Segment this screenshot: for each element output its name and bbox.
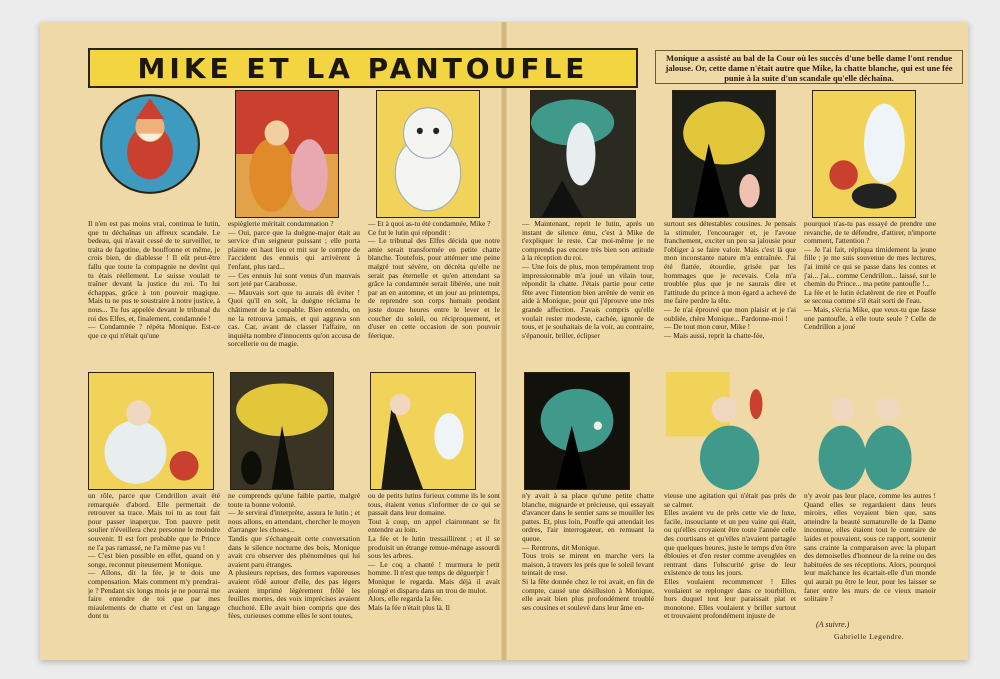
illustration-panel-10 (666, 372, 772, 490)
text-column-11: vieuse une agitation qui n'était pas près de se calmer. Elles avaient vu de près cette vie de luxe, facile, insouciante et un peu vaine qui était, ou qu'elles croyaient être toute l'année celle des courtisans et qu'elles n'avaient partagée que quelques heures, juste le temps d'en être éblouies et d'en rester comme aveuglées en rentrant dans l'obscurité grise de leur existence de tous les jours. Elles voulaient recommencer ! Elles voulaient se replonger dans ce tourbillon, hors duquel tout leur paraissait plat et monotone. Elles voulaient y briller surtout et trouvaient profondément injuste de (664, 492, 796, 621)
illustration-panel-1 (235, 90, 339, 218)
title-banner (88, 48, 638, 88)
to-be-continued: (A suivre.) (816, 620, 850, 629)
text-column-9: ou de petits lutins furieux comme ils le sont tous, étaient venus s'informer de ce qui se passait dans leur domaine. Tout à coup, un appel claironnant se fit entendre au loin. La fée et le lutin tressaillirent ; et il se produisit un étrange remue-ménage assourdi sous les arbres. — Le coq a chanté ! murmura le petit homme. Il n'est que temps de déguerpir ! Monique le regarda. Mais déjà il avait plongé et disparu dans un trou de mulot. Alors, elle regarda la fée. Mais la fée n'était plus là. Il (368, 492, 500, 612)
magazine-spread (40, 22, 968, 660)
text-column-7: un rôle, parce que Cendrillon avait été remarquée d'abord. Elle permettait de retrouver sa trace. Mais toi tu as tout fait pour passer inaperçue. Ton pauvre petit soulier n'éveillera chez personne le moindre souvenir. Il est fort probable que le Prince ne l'a pas ramassé, ne l'a même pas vu ! — C'est bien possible en effet, quand on y songe, reconnut piteusement Monique. — Allons, dit la fée, je te dois une compensation. Mais comment m'y prendrai-je ? Pendant six longs mois je ne pourrai me faire entendre de toi que par mes miaulements de chatte et c'est un langage dont tu (88, 492, 220, 621)
intro-box: Monique a assisté au bal de la Cour où les succès d'une belle dame l'ont rendue jalouse. Or, cette dame n'était autre que Mike, la chatte blanche, qui est une fée punie à la suite d'un scandale qu'elle déchaîna. (655, 50, 963, 84)
illustration-panel-5 (812, 90, 916, 218)
author-signature: Gabrielle Legendre. (834, 632, 905, 641)
text-column-4: — Maintenant, reprit le lutin, après un instant de silence ému, c'est à Mike de t'expliquer le reste. Car moi-même je ne comprends pas encore très bien son attitude à la réception du roi. — Une fois de plus, mon tempérament trop impressionnable m'a joué un vilain tour, répondit la chatte. J'étais partie pour cette fête avec l'intention bien arrêtée de venir en aide à Monique, pour qui j'éprouve une très grande affection. J'avais compris qu'elle voulait rester modeste, cachée, ignorée de tous, et je souhaitais de la voir, au contraire, s'épanouir, briller, éclipser (522, 220, 654, 340)
illustration-panel-8 (370, 372, 476, 490)
illustration-panel-6 (88, 372, 214, 490)
illustration-panel-2 (376, 90, 480, 218)
illustration-panel-9 (524, 372, 630, 490)
text-column-2: espièglerie méritait condamnation ? — Oui, parce que la duègne-major était au service d'un seigneur puissant ; elle porta plainte en haut lieu et mit sur le compte de l'accident des ennuis qui arrivèrent à l'enfant, plus tard... — Ces ennuis lui sont venus d'un mauvais sort jeté par Carabosse. — Mauvais sort que tu aurais dû éviter ! Quoi qu'il en soit, la duègne réclama le châtiment de la coupable. Bien entendu, on ne la retrouva jamais, et qui aggrava son cas. Car, avant de classer l'affaire, on inquiéta nombre d'innocents qu'on accusa de sorcellerie ou de magie. (228, 220, 360, 349)
text-column-5: surtout ses détestables cousines. Je pensais la stimuler, l'encourager et, je l'avoue franchement, exciter un peu sa jalousie pour l'obliger à se faire valoir. Mais c'est là que mon inconstante nature m'a entraînée. J'ai été flattée, étourdie, grisée par les hommages que je recevais. Cela m'a troublée plus que je ne saurais dire et l'attitude du prince à mon égard a achevé de me faire perdre la tête. — Je n'ai éprouvé que mon plaisir et je t'ai oubliée, chère Monique... Pardonne-moi ! — De tout mon cœur, Mike ! — Mais aussi, reprit la chatte-fée, (664, 220, 796, 340)
text-column-1: Il n'en est pas moins vrai, continua le lutin, que tu déchaînas un affreux scandale. Le bedeau, qui n'avait cessé de te surveiller, te traita de fagotine, de bouffonne et même, je crois bien, de diablesse ! Il eût peut-être fallu que toute la compagnie ne devînt qui tu étais réellement. Le suisse voulait te traîner devant la justice du roi. Tu lui échappas, grâce à ton pouvoir magique. Mais tu ne pus te soustraire à notre justice, à nous... Tu fus appelée devant le tribunal du roi des Elfes, et, finalement, condamnée ! — Condamnée ? répéta Monique. Est-ce que ce qui n'était qu'une (88, 220, 220, 340)
text-column-10: n'y avait à sa place qu'une petite chatte blanche, mignarde et précieuse, qui essayait d'avancer dans le sentier sans se mouiller les pattes. Et, plus loin, Pouffe qui attendait les ordres, l'air interrogateur, en remuant la queue. — Rentrons, dit Monique. Tous trois se mirent en marche vers la maison, à travers les prés que le soleil levant teintait de rose. Si la fête donnée chez le roi avait, en fin de compte, causé une désillusion à Monique, elle avait bien plus profondément troublé ses cousines et soulevé dans leur âme en- (522, 492, 654, 612)
text-column-8: ne comprends qu'une faible partie, malgré toute ta bonne volonté. — Je servirai d'interprète, assura le lutin ; et nous allons, en attendant, chercher le moyen d'arranger les choses... Tandis que s'échangeait cette conversation dans le silence nocturne des bois, Monique avait cru observer des phénomènes qui lui avaient paru étranges. A plusieurs reprises, des formes vaporeuses avaient rôdé autour d'elle, des pas légers avaient imprimé légèrement frôlé les feuilles mortes, des voix imprécises avaient chuchoté. Elle avait bien compris que des fées, curieuses comme elles le sont toutes, (228, 492, 360, 621)
illustration-panel-11 (810, 372, 918, 490)
illustration-panel-3 (530, 90, 636, 218)
page-title: MIKE ET LA PANTOUFLE (137, 51, 589, 85)
text-column-6: pourquoi n'as-tu pas essayé de prendre une revanche, de te défendre, d'attirer, n'importe comment, l'attention ? — Je l'ai fait, répliqua timidement la jeune fille ; je me suis souvenue de mes lectures, j'ai imité ce qui se passe dans les contes et j'ai... j'ai... comme Cendrillon... laissé, sur le chemin du Prince... ma petite pantoufle !... La fée et le lutin éclatèrent de rire et Pouffe se secoua comme s'il était sorti de l'eau. — Mais, s'écria Mike, que veux-tu que fasse une pantoufle, à elle toute seule ? Celle de Cendrillon a joué (804, 220, 936, 332)
illustration-panel-4 (672, 90, 776, 218)
text-column-3: — Et à quoi as-tu été condamnée, Mike ? Ce fut le lutin qui répondit : — Le tribunal des Elfes décida que notre amie serait transformée en petite chatte blanche. Toutefois, pour atténuer une peine malgré tout sévère, on décréta qu'elle ne serait pas éternelle et qu'en attendant sa grâce la condamnée serait libérée, une nuit par an en automne, et un jour au printemps, de reprendre son corps humain pendant juste douze heures entre le lever et le coucher du soleil, ou réciproquement, et d'user en cette occasion de son pouvoir féerique. (368, 220, 500, 340)
center-fold (501, 22, 507, 660)
illustration-panel-7 (230, 372, 334, 490)
text-column-12: n'y avoir pas leur place, comme les autres ! Quand elles se regardaient dans leurs miroirs, elles voyaient bien que, sans atteindre la beauté surnaturelle de la Dame inconnue, elles étaient tout le contraire de laides et pouvaient, sous ce rapport, soutenir sans crainte la comparaison avec la plupart des demoiselles d'honneur de la reine ou des habituées de ses réceptions. Alors, pourquoi leur malchance les écartait-elle d'un monde qui aurait pu être le leur, pour les laisser se faner entre les murs de ce vieux manoir solitaire ? (804, 492, 936, 604)
illustration-lutin (98, 92, 202, 196)
